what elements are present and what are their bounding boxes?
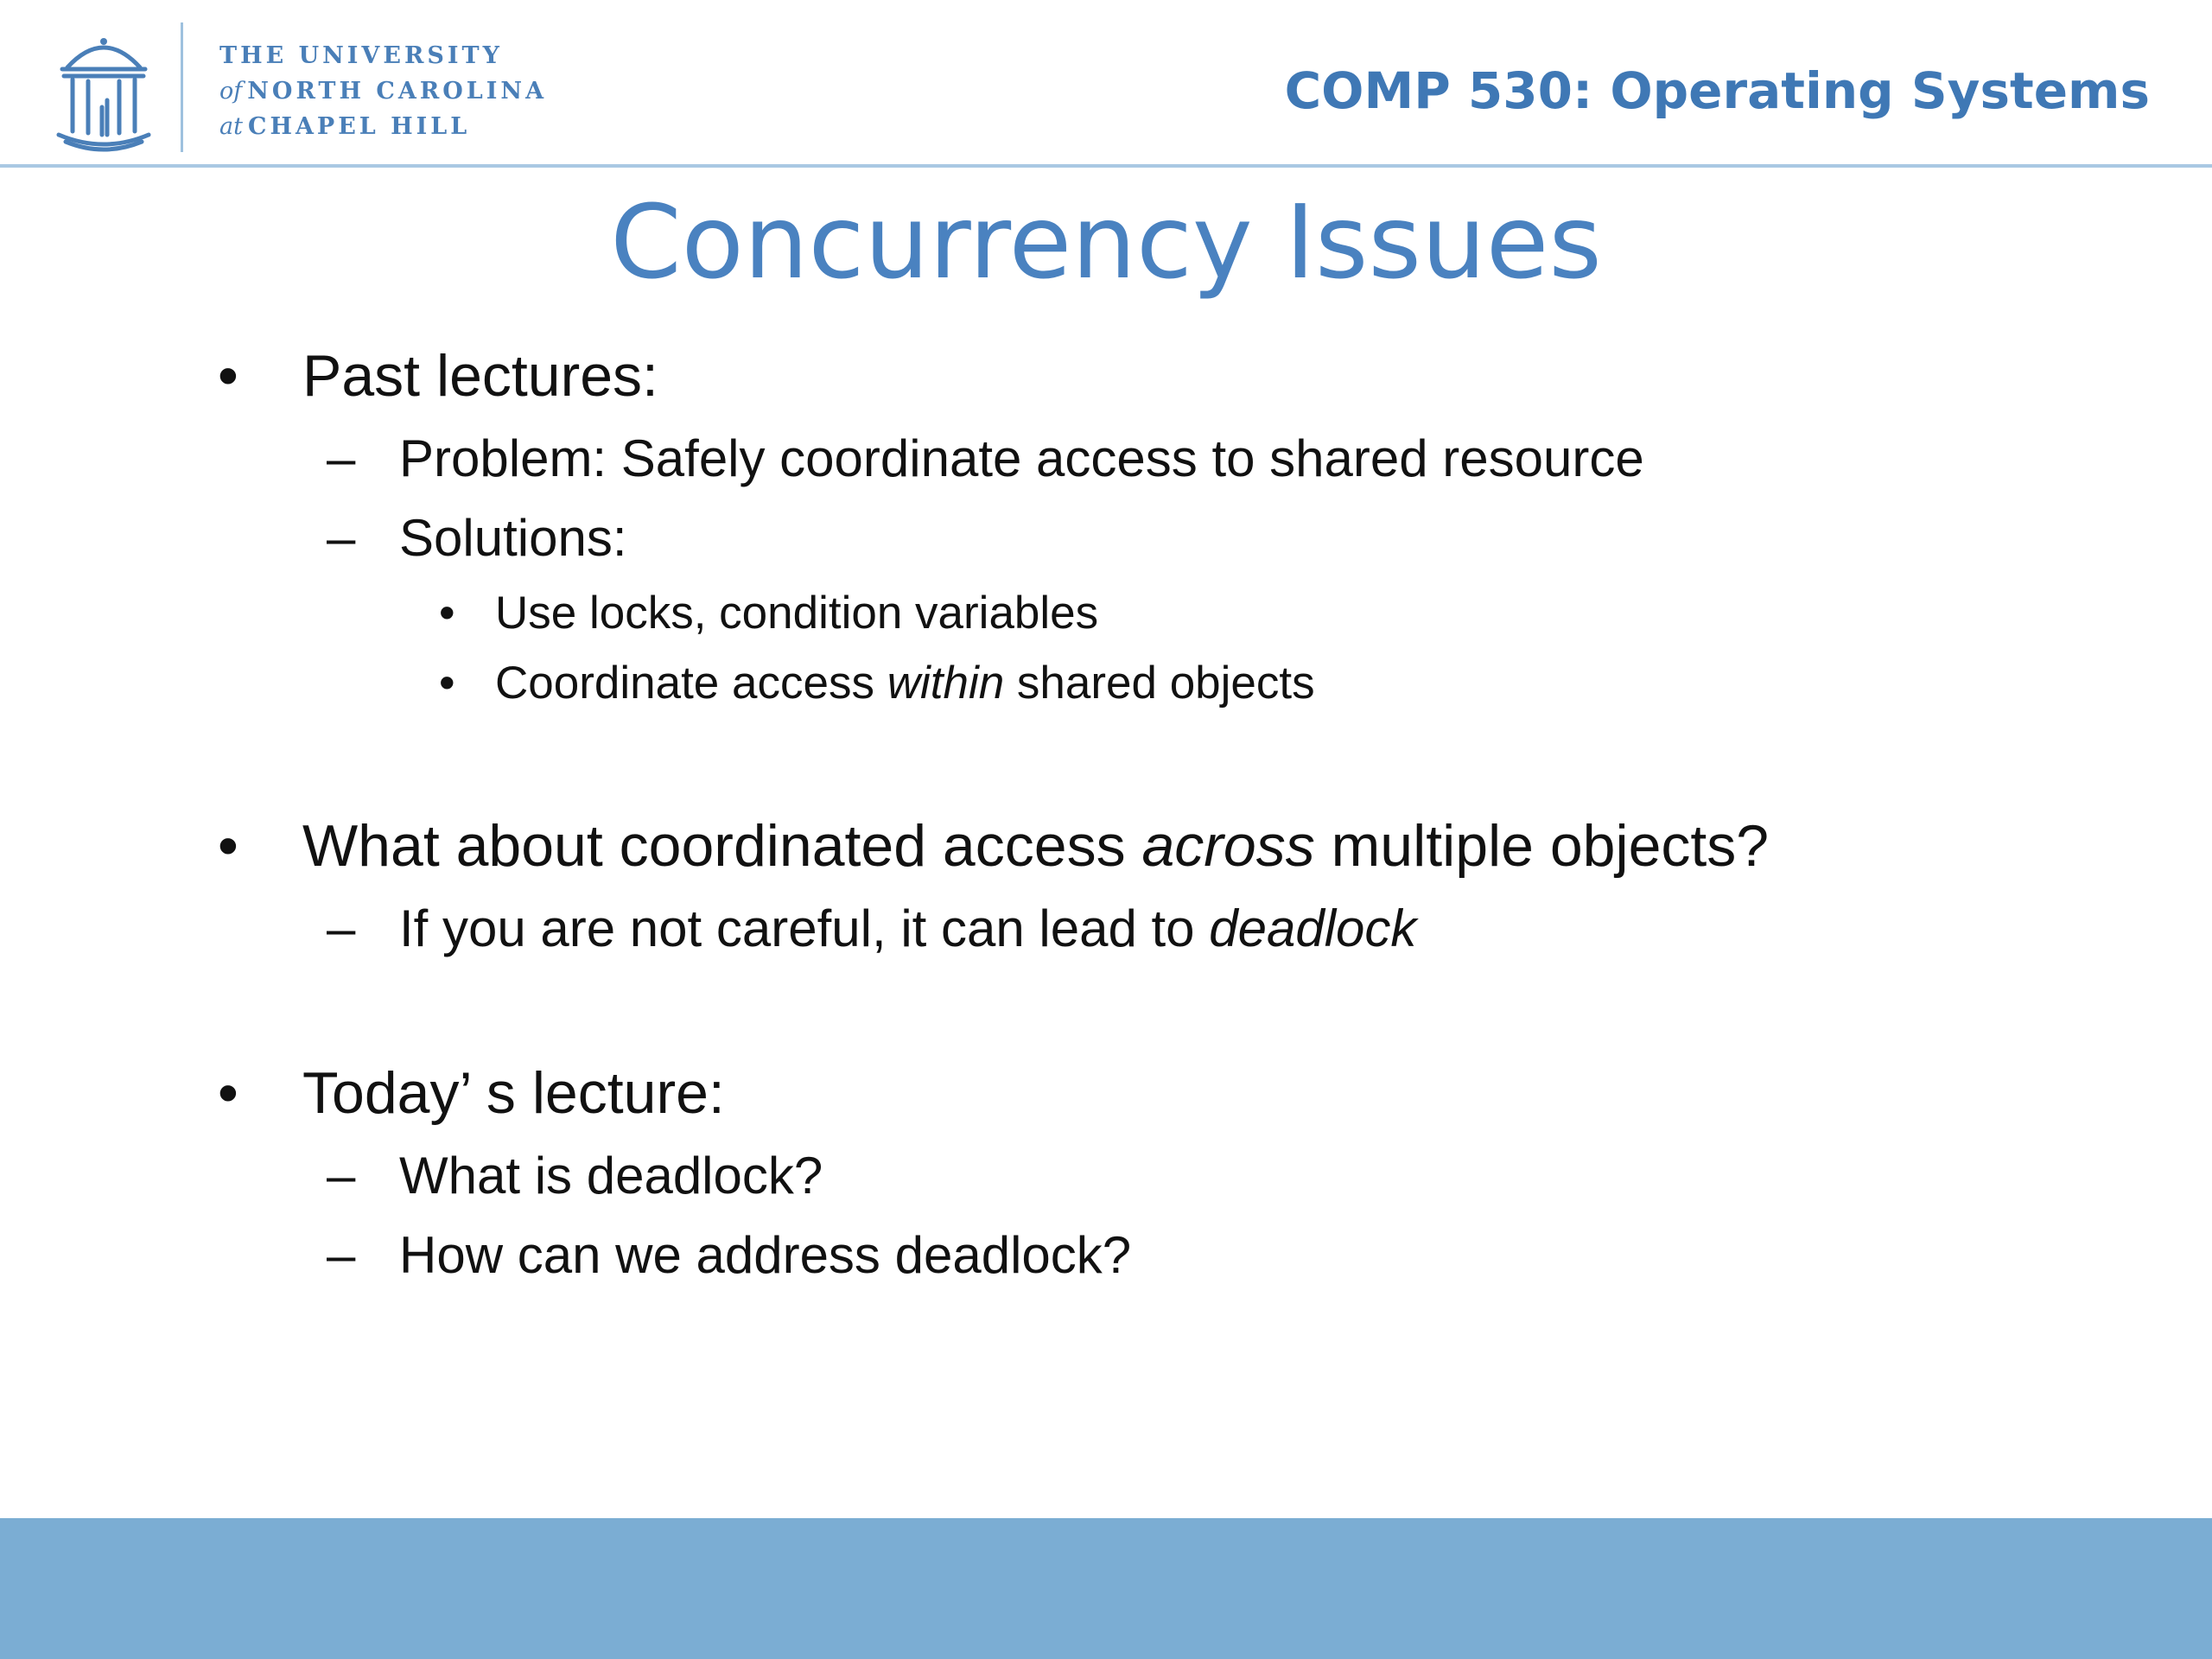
logo-line-3: CHAPEL HILL xyxy=(247,113,471,140)
bullet-todays-lecture: Today’ s lecture: xyxy=(302,1060,725,1126)
bullet-dot-icon: • xyxy=(439,588,455,639)
header-rule xyxy=(0,164,2212,168)
coordinated-access-text-a: What about coordinated access xyxy=(302,813,1142,879)
logo-line-3-prefix: at xyxy=(219,113,243,140)
dash-marker-icon: – xyxy=(327,509,356,567)
bullet-dot-icon: • xyxy=(439,658,455,709)
logo-line-1: THE UNIVERSITY xyxy=(219,42,503,69)
dash-marker-icon: – xyxy=(327,1226,356,1284)
bullet-past-lectures: Past lectures: xyxy=(302,343,658,409)
sub-sub-bullet-coordinate-within xyxy=(495,656,1315,711)
bullet-coordinated-access xyxy=(302,811,1769,880)
sub-sub-bullet-locks: Use locks, condition variables xyxy=(495,588,1099,639)
logo-line-2: NORTH CAROLINA xyxy=(247,78,548,105)
logo-line-2-prefix: of xyxy=(219,78,243,105)
dash-marker-icon: – xyxy=(327,1147,356,1205)
sub-bullet-what-is-deadlock: What is deadlock? xyxy=(399,1147,823,1205)
coordinated-access-text-b: multiple objects? xyxy=(1314,813,1770,879)
bullet-dot-icon: • xyxy=(218,813,238,879)
course-title: COMP 530: Operating Systems xyxy=(1284,61,2150,120)
sub-bullet-problem: Problem: Safely coordinate access to shared resource xyxy=(399,429,1644,487)
university-wordmark xyxy=(219,38,582,144)
bullet-dot-icon: • xyxy=(218,343,238,409)
sub-bullet-solutions: Solutions: xyxy=(399,509,627,567)
coordinated-access-emphasis: across xyxy=(1141,813,1315,879)
coordinate-within-text-b: shared objects xyxy=(1004,658,1315,709)
old-well-logo-icon xyxy=(55,31,152,152)
dash-marker-icon: – xyxy=(327,429,356,487)
sub-bullet-address-deadlock: How can we address deadlock? xyxy=(399,1226,1132,1284)
coordinate-within-emphasis: within xyxy=(887,658,1005,709)
logo-divider xyxy=(181,22,183,152)
slide-title: Concurrency Issues xyxy=(610,182,1602,302)
footer-bar xyxy=(0,1518,2212,1659)
deadlock-emphasis: deadlock xyxy=(1209,899,1417,957)
sub-bullet-deadlock-warning xyxy=(399,898,1416,960)
bullet-dot-icon: • xyxy=(218,1060,238,1126)
dash-marker-icon: – xyxy=(327,899,356,957)
deadlock-warning-text: If you are not careful, it can lead to xyxy=(399,899,1210,957)
coordinate-within-text-a: Coordinate access xyxy=(495,658,887,709)
